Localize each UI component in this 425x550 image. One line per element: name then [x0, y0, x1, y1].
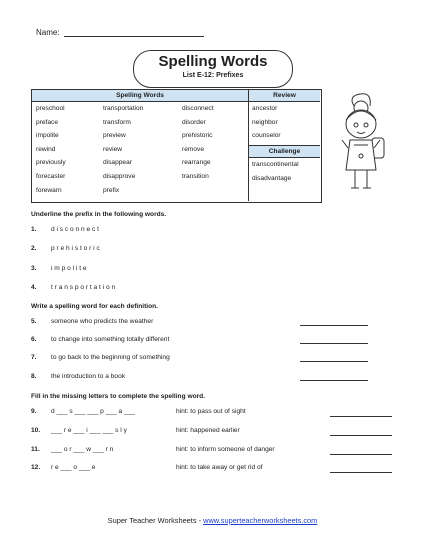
word: neighbor: [252, 118, 278, 126]
item-number: 10.: [31, 427, 41, 434]
item-text: d ___ s ___ ___ p ___ a ___: [51, 408, 135, 415]
word: prefix: [103, 186, 120, 194]
word: rearrange: [182, 159, 211, 167]
hint-text: hint: to take away or get rid of: [176, 464, 263, 471]
item-text: r e ___ o ___ e: [51, 464, 96, 471]
word: ancestor: [252, 105, 278, 112]
list-item: [31, 354, 170, 361]
name-label: Name:: [36, 28, 60, 37]
name-blank-line: [64, 28, 204, 37]
section2-heading: Write a spelling word for each definition.: [31, 303, 159, 310]
word: disappear: [103, 159, 132, 167]
word: disconnect: [182, 105, 214, 112]
item-number: 2.: [31, 245, 37, 252]
item-text: ___ o r ___ w ___ r n: [51, 446, 114, 453]
name-field: [36, 28, 204, 37]
girl-illustration: [326, 90, 396, 200]
footer-link[interactable]: www.superteacherworksheets.com: [203, 516, 318, 525]
item-text: d i s c o n n e c t: [51, 226, 100, 233]
word: preface: [36, 118, 58, 126]
hint-text: hint: happened earlier: [176, 427, 240, 434]
word: transition: [182, 172, 209, 180]
word: prehistoric: [182, 132, 213, 140]
word: transcontinental: [252, 161, 299, 168]
item-number: 3.: [31, 265, 37, 272]
list-item: [31, 318, 153, 325]
list-item: [31, 373, 125, 380]
review-header: Review: [249, 90, 320, 102]
spelling-words-header: Spelling Words: [32, 90, 248, 102]
item-number: 11.: [31, 446, 40, 453]
item-text: t r a n s p o r t a t i o n: [51, 284, 116, 291]
word: review: [103, 145, 123, 153]
list-item: [31, 245, 100, 252]
word: rewind: [36, 145, 56, 153]
item-text: the introduction to a book: [51, 373, 126, 380]
challenge-col: [252, 158, 299, 185]
list-item: [31, 408, 135, 415]
word: transportation: [103, 105, 144, 112]
list-item: [31, 226, 99, 233]
answer-line[interactable]: [330, 472, 392, 473]
item-text: ___ r e ___ i ___ ___ s l y: [51, 427, 127, 434]
review-col: [252, 102, 281, 143]
item-text: i m p o l i t e: [51, 265, 87, 272]
list-item: [31, 464, 95, 471]
list-item: [31, 427, 127, 434]
spelling-col-3: [182, 102, 214, 184]
answer-line[interactable]: [330, 454, 392, 455]
answer-line[interactable]: [300, 380, 368, 381]
answer-line[interactable]: [300, 343, 368, 344]
word: preschool: [36, 105, 65, 112]
item-text: to go back to the beginning of something: [51, 354, 170, 361]
hint-text: hint: to pass out of sight: [176, 408, 246, 415]
word: disapprove: [103, 172, 136, 180]
list-item: [31, 446, 113, 453]
word: impolite: [36, 132, 59, 140]
page-subtitle: List E-12: Prefixes: [182, 72, 244, 79]
footer: [0, 516, 425, 525]
list-item: [31, 265, 87, 272]
item-number: 8.: [31, 373, 37, 380]
word: forewarn: [36, 186, 62, 194]
page-title: Spelling Words: [158, 53, 268, 70]
word: counselor: [252, 132, 281, 140]
item-text: to change into something totally different: [51, 336, 170, 343]
answer-line[interactable]: [300, 361, 368, 362]
item-number: 7.: [31, 354, 37, 361]
section3-heading: Fill in the missing letters to complete the spelling word.: [31, 393, 206, 400]
hint-text: hint: to inform someone of danger: [176, 446, 275, 453]
word: preview: [103, 132, 126, 140]
challenge-header: Challenge: [249, 145, 320, 158]
item-number: 4.: [31, 284, 37, 291]
section1-heading: Underline the prefix in the following words.: [31, 211, 167, 218]
item-number: 1.: [31, 226, 37, 233]
footer-text: Super Teacher Worksheets -: [107, 516, 204, 525]
word: previously: [36, 159, 66, 167]
item-number: 12.: [31, 464, 41, 471]
item-text: p r e h i s t o r i c: [51, 245, 100, 252]
word: disadvantage: [252, 174, 292, 182]
item-number: 6.: [31, 336, 37, 343]
list-item: [31, 284, 115, 291]
spelling-col-1: [36, 102, 66, 197]
word: disorder: [182, 118, 206, 126]
item-number: 5.: [31, 318, 37, 325]
title-box: [133, 50, 293, 88]
word: remove: [182, 145, 204, 153]
answer-line[interactable]: [330, 416, 392, 417]
list-item: [31, 336, 169, 343]
item-number: 9.: [31, 408, 37, 415]
answer-line[interactable]: [300, 325, 368, 326]
answer-line[interactable]: [330, 435, 392, 436]
word: forecaster: [36, 172, 66, 180]
spelling-col-2: [103, 102, 143, 197]
item-text: someone who predicts the weather: [51, 318, 154, 325]
word: transform: [103, 118, 131, 126]
